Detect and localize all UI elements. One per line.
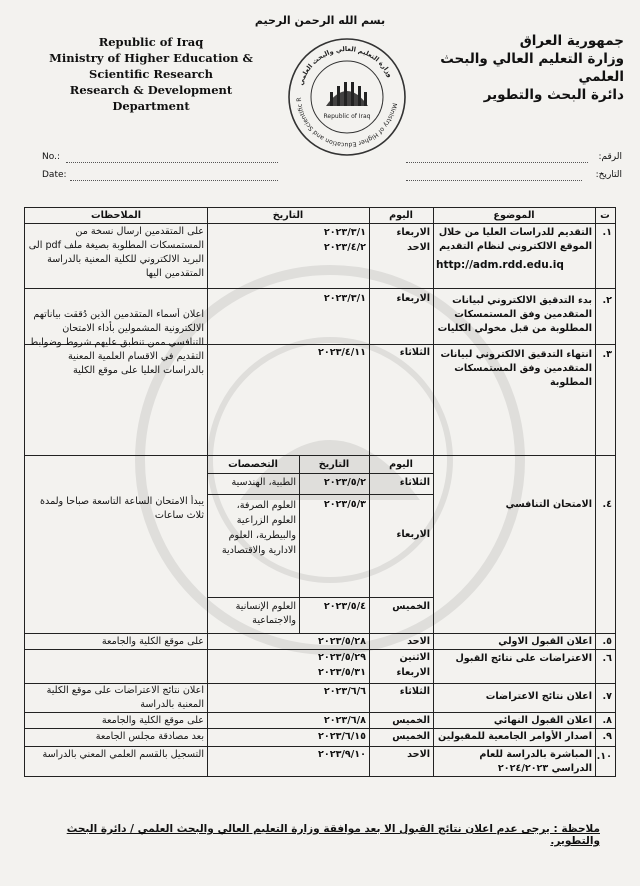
row-num: ١. bbox=[602, 227, 612, 238]
row-num: ١٠. bbox=[596, 751, 612, 762]
row-subject: بدء التدقيق الالكتروني لبيانات المتقدمين وفق المستمسكات المطلوبة من قبل مخولي الكليات bbox=[437, 295, 592, 334]
seal-en-text: Ministry of Higher Education and Scientific R bbox=[295, 97, 398, 149]
row-date: ٢٠٢٣/٤/٢ bbox=[323, 242, 366, 253]
ar-line: جمهورية العراق bbox=[519, 33, 624, 49]
exam-specialization: العلوم الإنسانية والاجتماعية bbox=[235, 601, 296, 626]
row-notes: على موقع الكلية والجامعة bbox=[101, 715, 204, 726]
header-num: ت bbox=[600, 210, 610, 221]
row-day: الخميس bbox=[392, 715, 430, 726]
row-notes: يبدأ الامتحان الساعة التاسعة صباحا ولمدة ثلاث ساعات bbox=[40, 496, 204, 521]
row-date: ٢٠٢٣/٦/٦ bbox=[323, 686, 366, 697]
row-date: ٢٠٢٣/٥/٣١ bbox=[318, 667, 366, 678]
row-notes: اعلان نتائج الاعتراضات على موقع الكلية المعنية بالدراسة bbox=[46, 685, 204, 710]
en-line: Research & Development bbox=[69, 83, 233, 97]
header-notes: الملاحظات bbox=[90, 210, 142, 221]
row-day: الثلاثاء bbox=[399, 347, 430, 358]
row-day: الاربعاء bbox=[396, 667, 430, 678]
row-num: ٧. bbox=[602, 691, 612, 702]
row-subject: المباشرة بالدراسة للعام الدراسي ٢٠٢٤/٢٠٢٣ bbox=[479, 749, 592, 774]
seal-center-text: Republic of Iraq bbox=[323, 113, 371, 120]
ar-line: دائرة البحث والتطوير bbox=[483, 87, 624, 103]
row-num: ٦. bbox=[602, 653, 612, 664]
row-num: ٨. bbox=[602, 715, 612, 726]
footer-note: ملاحظة : يرجى عدم اعلان نتائج القبول الا بعد موافقة وزارة التعليم العالي والبحث العلمي / دائرة البحث والتطوير. bbox=[66, 823, 600, 847]
en-line: Department bbox=[112, 99, 190, 113]
exam-day: الثلاثاء bbox=[399, 477, 430, 488]
row-day: الاحد bbox=[407, 749, 430, 760]
row-subject: الاعتراضات على نتائج القبول bbox=[455, 653, 592, 664]
exam-day: الاربعاء bbox=[396, 529, 430, 540]
row-date: ٢٠٢٣/٦/٨ bbox=[323, 715, 366, 726]
sub-header-day: اليوم bbox=[389, 459, 413, 470]
application-url-link[interactable]: http://adm.rdd.edu.iq bbox=[436, 259, 564, 271]
sub-header-date: التاريخ bbox=[318, 459, 350, 470]
header-subject: الموضوع bbox=[493, 210, 535, 221]
en-line: Republic of Iraq bbox=[98, 35, 204, 49]
row-day: الاحد bbox=[407, 636, 430, 647]
exam-date: ٢٠٢٣/٥/٢ bbox=[323, 477, 366, 488]
row-subject: اعلان القبول الاولي bbox=[498, 636, 592, 647]
exam-specialization: العلوم الصرفة، العلوم الزراعية والبيطرية، العلوم الادارية والاقتصادية bbox=[221, 500, 296, 556]
row-date: ٢٠٢٣/٥/٢٨ bbox=[318, 636, 366, 647]
row-subject: انتهاء التدقيق الالكتروني لبيانات المتقدمين وفق المستمسكات المطلوبة bbox=[440, 349, 592, 388]
row-date: ٢٠٢٣/٩/١٠ bbox=[318, 749, 366, 760]
ar-date-label: التاريخ: bbox=[595, 170, 622, 180]
arabic-letterhead bbox=[404, 32, 624, 104]
seal-ar-text: وزارة التعليم العالي والبحث العلمي bbox=[296, 44, 395, 87]
ar-no-label: الرقم: bbox=[598, 152, 622, 162]
en-line: Scientific Research bbox=[89, 67, 213, 81]
header-date: التاريخ bbox=[272, 210, 304, 221]
exam-specialization: الطبية، الهندسية bbox=[231, 477, 296, 488]
schedule-table bbox=[24, 207, 616, 777]
row-subject: اصدار الأوامر الجامعية للمقبولين bbox=[438, 731, 592, 742]
ar-date-line bbox=[406, 179, 582, 181]
row-num: ٢. bbox=[602, 295, 612, 306]
no-line bbox=[66, 161, 278, 163]
basmala: بسم الله الرحمن الرحيم bbox=[254, 14, 386, 27]
date-line bbox=[70, 179, 278, 181]
ar-no-line bbox=[406, 161, 588, 163]
row-day: الاحد bbox=[407, 242, 430, 253]
row-day: الخميس bbox=[392, 731, 430, 742]
exam-date: ٢٠٢٣/٥/٣ bbox=[323, 499, 366, 510]
header-day: اليوم bbox=[389, 210, 413, 221]
no-label: No.: bbox=[42, 152, 60, 162]
ar-line: وزارة التعليم العالي والبحث العلمي bbox=[440, 51, 624, 85]
row-day: الاثنين bbox=[399, 652, 430, 663]
row-date: ٢٠٢٣/٤/١١ bbox=[318, 347, 366, 358]
en-line: Ministry of Higher Education & bbox=[49, 51, 253, 65]
exam-date: ٢٠٢٣/٥/٤ bbox=[323, 601, 366, 612]
row-date: ٢٠٢٣/٣/١ bbox=[323, 293, 366, 304]
row-subject: اعلان القبول النهائي bbox=[493, 715, 592, 726]
row-date: ٢٠٢٣/٣/١ bbox=[323, 227, 366, 238]
row-notes: على المتقدمين ارسال نسخة من المستمسكات المطلوبة بصيغة ملف pdf الى البريد الالكتروني للكلية المعنية بالدراسة المتقدمين اليها bbox=[28, 226, 204, 279]
row-day: الثلاثاء bbox=[399, 686, 430, 697]
row-day: الاربعاء bbox=[396, 227, 430, 238]
sub-header-specializations: التخصصات bbox=[228, 459, 278, 470]
row-num: ٥. bbox=[602, 636, 612, 647]
row-notes: اعلان أسماء المتقدمين الذين دُققت بياناتهم الالكترونية المشمولين بأداء الامتحان التنافسي ممن تنطبق عليهم شروط وضوابط التقديم في الاقسام العلمية المعنية بالدراسات العليا على موقع الكلية bbox=[29, 309, 204, 376]
english-letterhead bbox=[46, 34, 256, 114]
row-num: ٣. bbox=[602, 349, 612, 360]
row-notes: التسجيل بالقسم العلمي المعني بالدراسة bbox=[42, 749, 204, 760]
row-date: ٢٠٢٣/٥/٢٩ bbox=[318, 652, 366, 663]
row-date: ٢٠٢٣/٦/١٥ bbox=[318, 731, 366, 742]
row-notes: بعد مصادقة مجلس الجامعة bbox=[95, 731, 204, 742]
row-num: ٩. bbox=[602, 731, 612, 742]
row-num: ٤. bbox=[602, 499, 612, 510]
date-label: Date: bbox=[42, 170, 67, 180]
row-subject: اعلان نتائج الاعتراضات bbox=[485, 691, 592, 702]
row-subject: الامتحان التنافسي bbox=[505, 499, 592, 510]
row-notes: على موقع الكلية والجامعة bbox=[101, 636, 204, 647]
ministry-seal-icon bbox=[286, 36, 408, 158]
exam-day: الخميس bbox=[392, 601, 430, 612]
row-day: الاربعاء bbox=[396, 293, 430, 304]
row-subject: التقديم للدراسات العليا من خلال الموقع الالكتروني لنظام التقديم bbox=[438, 227, 592, 252]
